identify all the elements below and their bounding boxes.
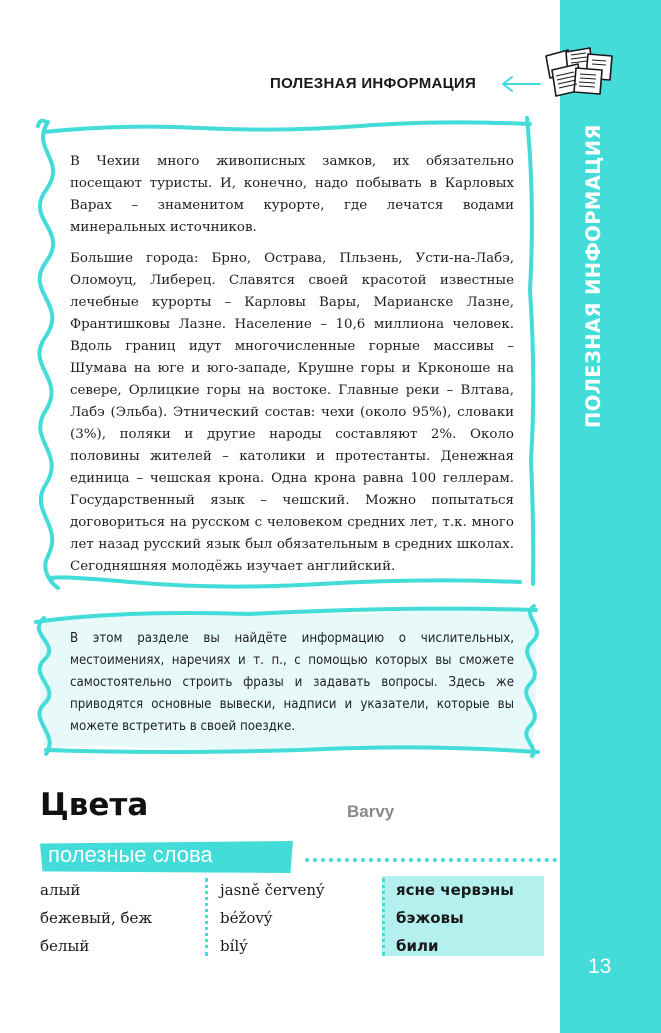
word-russian: алый bbox=[40, 881, 81, 899]
word-pronunciation: ясне червэны bbox=[396, 881, 514, 899]
info-paragraph: Большие города: Брно, Острава, Пльзень, Усти-на-Лабэ, Оломоуц, Либерец. Славятся своей красотой известные лечебные курорты – Карловы Вары, Марианске Лазне, Франтишковы Лазне. Население – 10,6 миллиона человек. Вдоль границ идут многочисленные горные массивы – Шумава на юге и юго-западе, Крушне горы и Крконоше на севере, Орлицкие горы на востоке. Главные реки – Влтава, Лабэ (Эльба). Этнический состав: чехи (около 95%), словаки (3%), поляки и другие народы составляют 2%. Около половины жителей – католики и протестанты. Денежная единица – чешская крона. Одна крона равна 100 геллерам. Государственный язык – чешский. Можно попытаться договориться на русском с человеком средних лет, т.к. много лет назад русский язык был обязательным в средних школах. Сегодняшняя молодёжь изучает английский. bbox=[70, 251, 514, 574]
vocabulary-row bbox=[40, 932, 560, 960]
word-czech: béžový bbox=[220, 909, 273, 927]
side-tab-title: ПОЛЕЗНАЯ ИНФОРМАЦИЯ bbox=[582, 124, 605, 428]
page-number: 13 bbox=[588, 955, 612, 978]
word-czech: bílý bbox=[220, 937, 248, 955]
side-tab-strip bbox=[560, 0, 661, 1033]
word-russian: белый bbox=[40, 937, 90, 955]
word-czech: jasně červený bbox=[220, 881, 325, 899]
vocabulary-row bbox=[40, 876, 560, 904]
word-russian: бежевый, беж bbox=[40, 909, 153, 927]
word-pronunciation: били bbox=[396, 937, 439, 955]
intro-box-text: В этом разделе вы найдёте информацию о числительных, местоимениях, наречиях и т. п., с помощью которых вы сможете самостоятельно строить фразы и задавать вопросы. Здесь же приводятся основные вывески, надписи и указатели, которые вы можете встретить в своей поездке. bbox=[70, 631, 514, 734]
info-box bbox=[70, 151, 514, 587]
info-paragraph: В Чехии много живописных замков, их обязательно посещают туристы. И, конечно, надо побывать в Карловых Варах – знаменитом курорте, где лечатся водами минеральных источников. bbox=[70, 154, 514, 235]
useful-words-label: полезные слова bbox=[48, 842, 213, 867]
section-title: Цвета bbox=[40, 787, 149, 823]
section-header: ПОЛЕЗНАЯ ИНФОРМАЦИЯ bbox=[270, 75, 477, 92]
vocabulary-table bbox=[40, 876, 560, 960]
dotted-divider bbox=[305, 858, 557, 862]
section-subtitle: Barvy bbox=[347, 802, 395, 821]
vocabulary-row bbox=[40, 904, 560, 932]
word-pronunciation: бэжовы bbox=[396, 909, 464, 927]
